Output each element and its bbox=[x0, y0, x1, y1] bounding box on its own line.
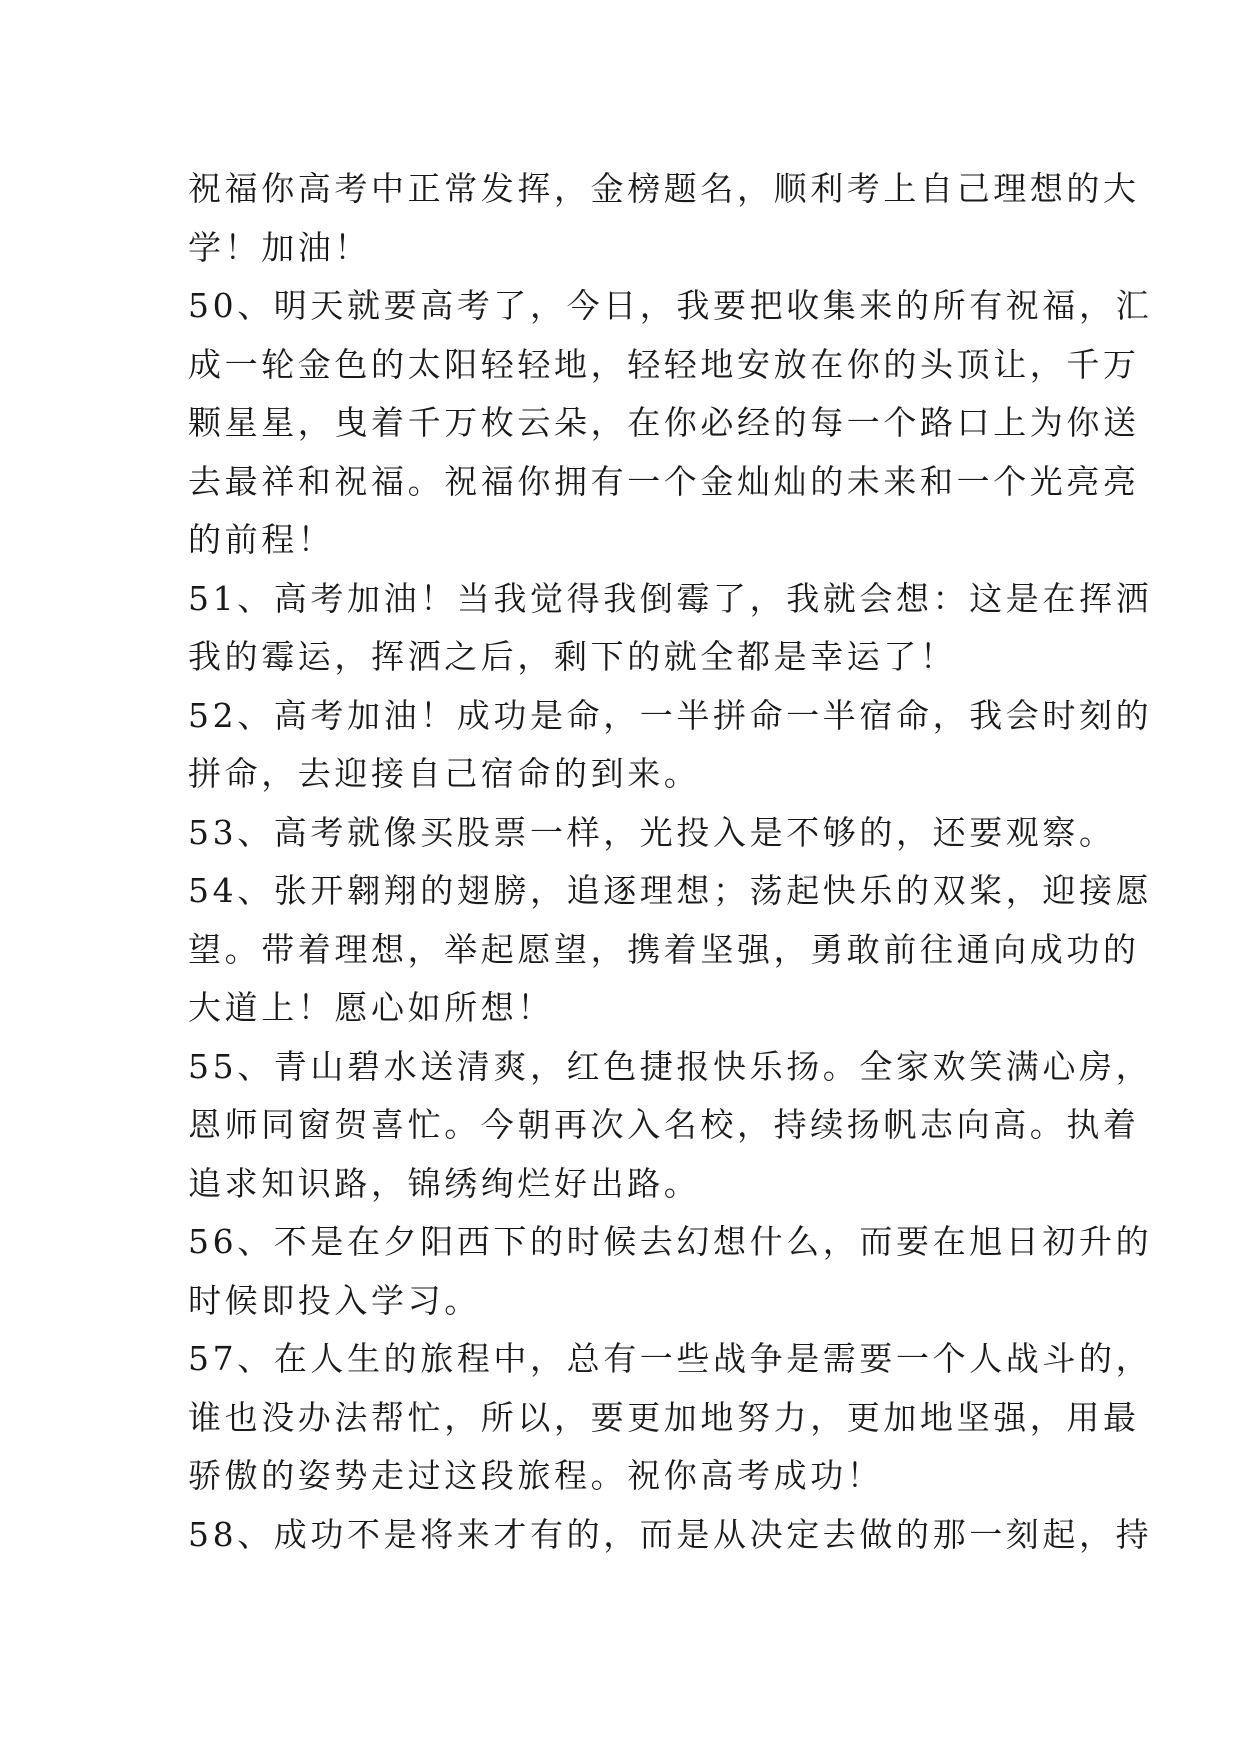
text-line: 拼命，去迎接自己宿命的到来。 bbox=[188, 754, 701, 793]
text-line: 时候即投入学习。 bbox=[188, 1280, 481, 1320]
text-line: 谁也没办法帮忙，所以，要更加地努力，更加地坚强，用最 bbox=[188, 1397, 1140, 1437]
text-line: 恩师同窗贺喜忙。今朝再次入名校，持续扬帆志向高。执着 bbox=[188, 1105, 1140, 1144]
text-line: 成一轮金色的太阳轻轻地，轻轻地安放在你的头顶让，千万 bbox=[188, 344, 1140, 384]
text-line: 54、张开翱翔的翅膀，追逐理想；荡起快乐的双桨，迎接愿 bbox=[188, 871, 1153, 910]
text-line: 55、青山碧水送清爽，红色捷报快乐扬。全家欢笑满心房， bbox=[188, 1046, 1153, 1086]
text-line: 52、高考加油！成功是命，一半拼命一半宿命，我会时刻的 bbox=[188, 695, 1153, 735]
text-line: 50、明天就要高考了，今日，我要把收集来的所有祝福，汇 bbox=[188, 286, 1153, 325]
text-line: 53、高考就像买股票一样，光投入是不够的，还要观察。 bbox=[188, 812, 1116, 852]
text-line: 去最祥和祝福。祝福你拥有一个金灿灿的未来和一个光亮亮 bbox=[188, 461, 1140, 501]
text-line: 56、不是在夕阳西下的时候去幻想什么，而要在旭日初升的 bbox=[188, 1222, 1153, 1261]
text-line: 颗星星，曳着千万枚云朵，在你必经的每一个路口上为你送 bbox=[188, 403, 1140, 442]
text-line: 58、成功不是将来才有的，而是从决定去做的那一刻起，持 bbox=[188, 1514, 1153, 1554]
text-line: 的前程！ bbox=[188, 520, 335, 559]
text-line: 57、在人生的旅程中，总有一些战争是需要一个人战斗的， bbox=[188, 1339, 1153, 1378]
text-line: 学！加油！ bbox=[188, 227, 371, 267]
text-line: 骄傲的姿势走过这段旅程。祝你高考成功！ bbox=[188, 1456, 884, 1495]
text-line: 追求知识路，锦绣绚烂好出路。 bbox=[188, 1163, 701, 1203]
text-line: 大道上！愿心如所想！ bbox=[188, 988, 554, 1027]
text-line: 51、高考加油！当我觉得我倒霉了，我就会想：这是在挥洒 bbox=[188, 578, 1153, 618]
document-body bbox=[188, 160, 1153, 1564]
text-line: 祝福你高考中正常发挥，金榜题名，顺利考上自己理想的大 bbox=[188, 169, 1140, 208]
text-line: 望。带着理想，举起愿望，携着坚强，勇敢前往通向成功的 bbox=[188, 929, 1140, 969]
text-line: 我的霉运，挥洒之后，剩下的就全都是幸运了！ bbox=[188, 637, 957, 676]
